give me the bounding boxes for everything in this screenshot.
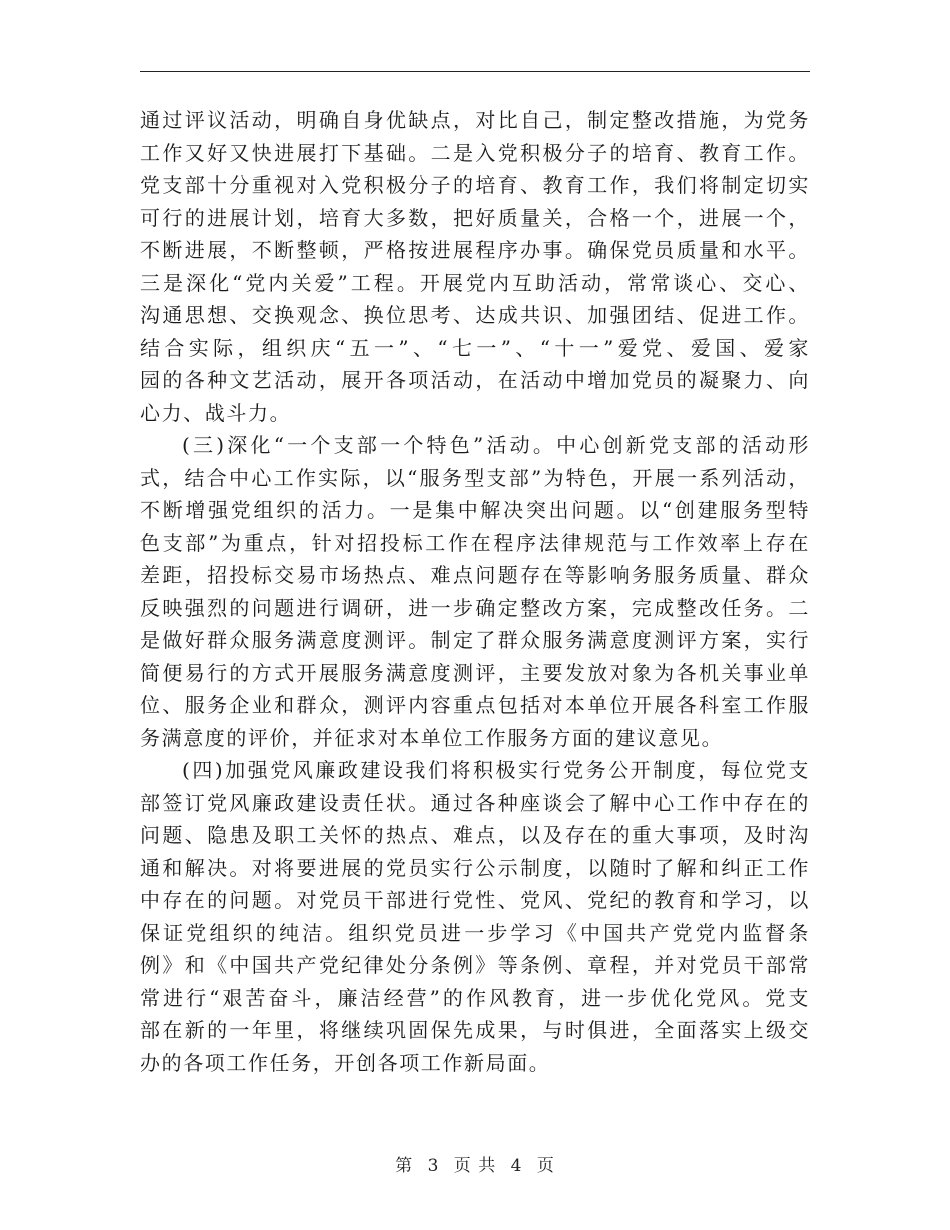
page-footer-suffix: 页: [536, 1156, 555, 1176]
text-line: 工作又好又快进展打下基础。二是入党积极分子的培育、教育工作。: [140, 140, 810, 165]
text-line: 常进行“艰苦奋斗，廉洁经营”的作风教育，进一步优化党风。党支: [140, 985, 810, 1010]
text-line: 差距，招投标交易市场热点、难点问题存在等影响务服务质量、群众: [140, 563, 810, 587]
text-line: 问题、隐患及职工关怀的热点、难点，以及存在的重大事项，及时沟: [140, 823, 810, 847]
text-line: 保证党组织的纯洁。组织党员进一步学习《中国共产党党内监督条: [140, 920, 810, 945]
text-line: 简便易行的方式开展服务满意度测评，主要发放对象为各机关事业单: [140, 660, 810, 685]
text-line: 通和解决。对将要进展的党员实行公示制度，以随时了解和纠正工作: [140, 855, 810, 880]
text-line: 色支部”为重点，针对招投标工作在程序法律规范与工作效率上存在: [140, 530, 810, 555]
text-line: 部在新的一年里，将继续巩固保先成果，与时俱进，全面落实上级交: [140, 1018, 810, 1042]
text-line: 例》和《中国共产党纪律处分条例》等条例、章程，并对党员干部常: [140, 953, 810, 977]
text-line: 是做好群众服务满意度测评。制定了群众服务满意度测评方案，实行: [140, 628, 810, 652]
text-line: 通过评议活动，明确自身优缺点，对比自己，制定整改措施，为党务: [140, 108, 810, 132]
text-line: 位、服务企业和群众，测评内容重点包括对本单位开展各科室工作服: [140, 693, 810, 717]
text-line: 不断进展，不断整顿，严格按进展程序办事。确保党员质量和水平。: [140, 238, 810, 262]
text-line: 部签订党风廉政建设责任状。通过各种座谈会了解中心工作中存在的: [140, 790, 810, 815]
text-line: 沟通思想、交换观念、换位思考、达成共识、加强团结、促进工作。: [140, 303, 810, 327]
section-heading-line: (四)加强党风廉政建设我们将积极实行党务公开制度，每位党支: [182, 758, 810, 782]
text-line: 结合实际，组织庆“五一”、“七一”、“十一”爱党、爱国、爱家: [140, 335, 810, 360]
text-line: 党支部十分重视对入党积极分子的培育、教育工作，我们将制定切实: [140, 173, 810, 197]
text-line: 三是深化“党内关爱”工程。开展党内互助活动，常常谈心、交心、: [140, 270, 810, 295]
document-body: [140, 104, 810, 1079]
total-page-count: 4: [510, 1156, 523, 1176]
text-line: 可行的进展计划，培育大多数，把好质量关，合格一个，进展一个，: [140, 205, 810, 230]
page-footer-prefix: 第: [395, 1156, 414, 1176]
text-line: 不断增强党组织的活力。一是集中解决突出问题。以“创建服务型特: [140, 498, 810, 522]
text-line: 务满意度的评价，并征求对本单位工作服务方面的建议意见。: [140, 725, 724, 750]
text-line: 式，结合中心工作实际，以“服务型支部”为特色，开展一系列活动，: [140, 465, 810, 490]
page-footer: [0, 1151, 950, 1176]
text-line: 办的各项工作任务，开创各项工作新局面。: [140, 1050, 551, 1075]
text-line: 中存在的问题。对党员干部进行党性、党风、党纪的教育和学习，以: [140, 888, 810, 912]
text-line: 心力、战斗力。: [140, 400, 292, 425]
header-rule: [140, 71, 810, 72]
text-line: 园的各种文艺活动，展开各项活动，在活动中增加党员的凝聚力、向: [140, 368, 810, 392]
page-footer-middle: 页 共: [453, 1156, 497, 1176]
section-heading-line: (三)深化“一个支部一个特色”活动。中心创新党支部的活动形: [182, 433, 810, 457]
current-page-number: 3: [427, 1156, 440, 1176]
text-line: 反映强烈的问题进行调研，进一步确定整改方案，完成整改任务。二: [140, 595, 810, 620]
